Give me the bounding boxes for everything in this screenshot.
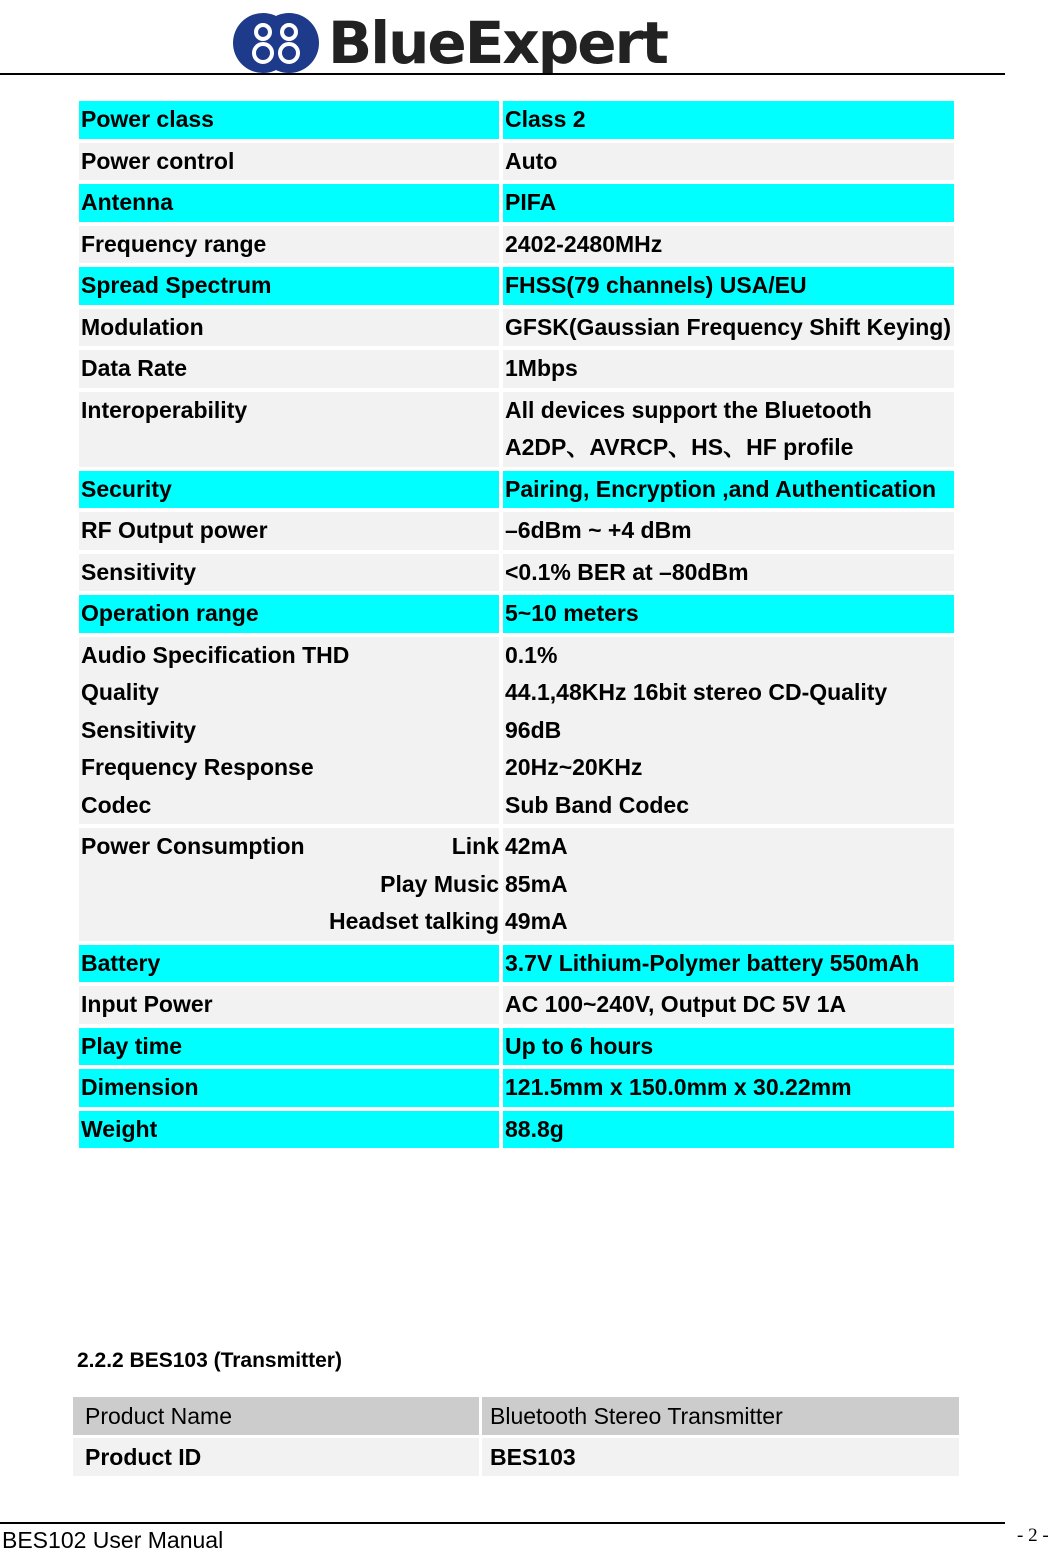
spec-label: Modulation [79, 309, 499, 347]
product-label: Product ID [73, 1438, 479, 1476]
header-rule [0, 73, 1005, 75]
footer-doc-title: BES102 User Manual [2, 1527, 224, 1553]
spec-label: Interoperability [79, 392, 499, 467]
spec-row-spread-spectrum [79, 267, 954, 305]
audio-value: 44.1,48KHz 16bit stereo CD-Quality [505, 679, 888, 705]
spec-row-power-consumption [79, 828, 954, 941]
spec-row-power-control [79, 143, 954, 181]
spec-label [79, 637, 499, 825]
page-number: - 2 - [1017, 1525, 1049, 1546]
spec-label: Dimension [79, 1069, 499, 1107]
spec-label: Input Power [79, 986, 499, 1024]
spec-row-dimension [79, 1069, 954, 1107]
spec-label: Weight [79, 1111, 499, 1149]
spec-value [503, 828, 954, 941]
spec-value: PIFA [503, 184, 954, 222]
product-row-id [73, 1438, 959, 1476]
blueexpert-mark-icon [230, 10, 322, 76]
spec-value: FHSS(79 channels) USA/EU [503, 267, 954, 305]
spec-label: Power class [79, 101, 499, 139]
spec-row-audio [79, 637, 954, 825]
spec-row-frequency-range [79, 226, 954, 264]
product-value: BES103 [482, 1438, 959, 1476]
spec-value [503, 392, 954, 467]
spec-value: Up to 6 hours [503, 1028, 954, 1066]
interop-line-2: A2DP、AVRCP、HS、HF profile [505, 434, 854, 460]
spec-value: Class 2 [503, 101, 954, 139]
spec-table [75, 97, 958, 1152]
spec-value [503, 637, 954, 825]
spec-value: AC 100~240V, Output DC 5V 1A [503, 986, 954, 1024]
power-mode: Link [451, 833, 499, 859]
spec-row-interoperability [79, 392, 954, 467]
spec-value: 3.7V Lithium-Polymer battery 550mAh [503, 945, 954, 983]
footer-rule [0, 1522, 1005, 1524]
spec-label: Data Rate [79, 350, 499, 388]
audio-value: 0.1% [505, 641, 558, 668]
spec-label [79, 828, 499, 941]
spec-value: 1Mbps [503, 350, 954, 388]
power-consumption-label: Power Consumption [81, 833, 305, 859]
spec-value: 88.8g [503, 1111, 954, 1149]
spec-row-data-rate [79, 350, 954, 388]
spec-label: Security [79, 471, 499, 509]
product-row-name [73, 1397, 959, 1435]
logo-text: BlueExpert [328, 9, 667, 77]
audio-label: Codec [81, 791, 152, 818]
power-mode: Headset talking [329, 908, 499, 934]
spec-value: <0.1% BER at –80dBm [503, 554, 954, 592]
spec-value: Pairing, Encryption ,and Authentication [503, 471, 954, 509]
spec-row-operation-range [79, 595, 954, 633]
spec-label: Spread Spectrum [79, 267, 499, 305]
product-label: Product Name [73, 1397, 479, 1435]
spec-row-modulation [79, 309, 954, 347]
product-table [70, 1394, 962, 1479]
spec-row-play-time [79, 1028, 954, 1066]
spec-label: Operation range [79, 595, 499, 633]
audio-label: Quality [81, 679, 159, 705]
blueexpert-logo [230, 4, 667, 82]
interop-line-1: All devices support the Bluetooth [505, 396, 872, 423]
spec-row-security [79, 471, 954, 509]
power-value: 85mA [505, 870, 568, 897]
spec-value: 121.5mm x 150.0mm x 30.22mm [503, 1069, 954, 1107]
spec-label: Power control [79, 143, 499, 181]
spec-label: Sensitivity [79, 554, 499, 592]
spec-row-sensitivity [79, 554, 954, 592]
spec-value: 2402-2480MHz [503, 226, 954, 264]
section-title: 2.2.2 BES103 (Transmitter) [77, 1349, 342, 1372]
spec-row-battery [79, 945, 954, 983]
spec-value: 5~10 meters [503, 595, 954, 633]
spec-label: RF Output power [79, 512, 499, 550]
spec-value: GFSK(Gaussian Frequency Shift Keying) [503, 309, 954, 347]
audio-label: Audio Specification THD [81, 641, 350, 668]
audio-label: Sensitivity [81, 716, 197, 743]
audio-value: Sub Band Codec [505, 791, 690, 818]
audio-value: 96dB [505, 716, 562, 743]
power-value: 49mA [505, 908, 568, 934]
power-mode: Play Music [380, 870, 499, 897]
spec-label: Battery [79, 945, 499, 983]
spec-row-rf-output [79, 512, 954, 550]
spec-row-weight [79, 1111, 954, 1149]
audio-label: Frequency Response [81, 754, 314, 780]
product-value: Bluetooth Stereo Transmitter [482, 1397, 959, 1435]
spec-value: Auto [503, 143, 954, 181]
spec-row-input-power [79, 986, 954, 1024]
audio-value: 20Hz~20KHz [505, 754, 643, 780]
spec-label: Antenna [79, 184, 499, 222]
spec-label: Play time [79, 1028, 499, 1066]
spec-label: Frequency range [79, 226, 499, 264]
spec-row-antenna [79, 184, 954, 222]
spec-row-power-class [79, 101, 954, 139]
spec-value: –6dBm ~ +4 dBm [503, 512, 954, 550]
power-consumption-line [81, 828, 499, 866]
power-value: 42mA [505, 833, 568, 859]
